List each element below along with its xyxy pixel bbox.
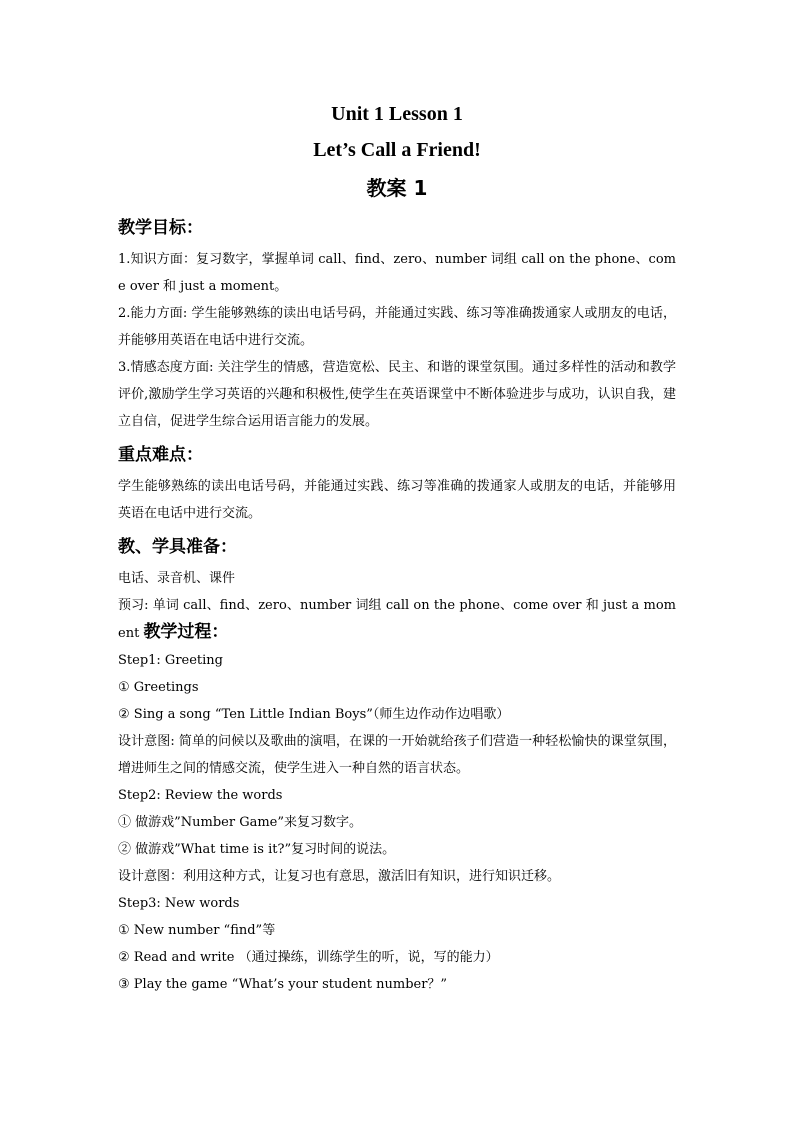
objective-knowledge: 1.知识方面：复习数字，掌握单词 call、find、zero、number 词组 call on the phone、come over 和 just a moment。 <box>118 252 676 294</box>
keypoints-text: 学生能够熟练的读出电话号码，并能通过实践、练习等准确的拨通家人或朋友的电话，并能够用英语在电话中进行交流。 <box>118 479 676 521</box>
step3-item-1: ① New number “find”等 <box>118 923 276 938</box>
step1-item-1: ① Greetings <box>118 680 199 695</box>
materials-text: 电话、录音机、课件 <box>118 571 236 586</box>
title-unit: Unit 1 Lesson 1 <box>331 103 463 125</box>
objective-emotion: 3.情感态度方面: 关注学生的情感，营造宽松、民主、和谐的课堂氛围。通过多样性的活动和教学评价,激励学生学习英语的兴趣和积极性,使学生在英语课堂中不断体验进步与成功，认识自我，建立自信，促进学生综合运用语言能力的发展。 <box>118 360 676 429</box>
step3-item-2: ② Read and write （通过操练，训练学生的听，说，写的能力） <box>118 950 499 965</box>
process-heading: 教学过程： <box>143 622 229 642</box>
keypoints-heading: 重点难点： <box>118 445 203 465</box>
step2-item-1: ① 做游戏”Number Game”来复习数字。 <box>118 815 363 830</box>
step2-design: 设计意图：利用这种方式，让复习也有意思，激活旧有知识，进行知识迁移。 <box>118 869 561 884</box>
step2-title: Step2: Review the words <box>118 788 283 803</box>
step1-title: Step1: Greeting <box>118 653 223 668</box>
step1-item-2: ② Sing a song “Ten Little Indian Boys”（师生边作动作边唱歌） <box>118 707 510 722</box>
materials-heading: 教、学具准备： <box>118 537 237 557</box>
objective-ability: 2.能力方面: 学生能够熟练的读出电话号码，并能通过实践、练习等准确拨通家人或朋友的电话，并能够用英语在电话中进行交流。 <box>118 306 676 348</box>
title-lesson: Let’s Call a Friend! <box>313 139 481 161</box>
preview-body: 预习: 单词 call、find、zero、number 词组 call on the phone、come over 和 just a moment <box>118 598 676 641</box>
step2-item-2: ② 做游戏”What time is it?”复习时间的说法。 <box>118 842 396 857</box>
title-plan: 教案 1 <box>366 176 428 200</box>
step3-title: Step3: New words <box>118 896 240 911</box>
step1-design: 设计意图: 简单的问候以及歌曲的演唱，在课的一开始就给孩子们营造一种轻松愉快的课堂氛围，增进师生之间的情感交流，使学生进入一种自然的语言状态。 <box>118 734 676 776</box>
step3-item-3: ③ Play the game “What’s your student number？” <box>118 977 448 992</box>
objectives-heading: 教学目标： <box>118 218 203 238</box>
preview-text <box>118 592 676 647</box>
